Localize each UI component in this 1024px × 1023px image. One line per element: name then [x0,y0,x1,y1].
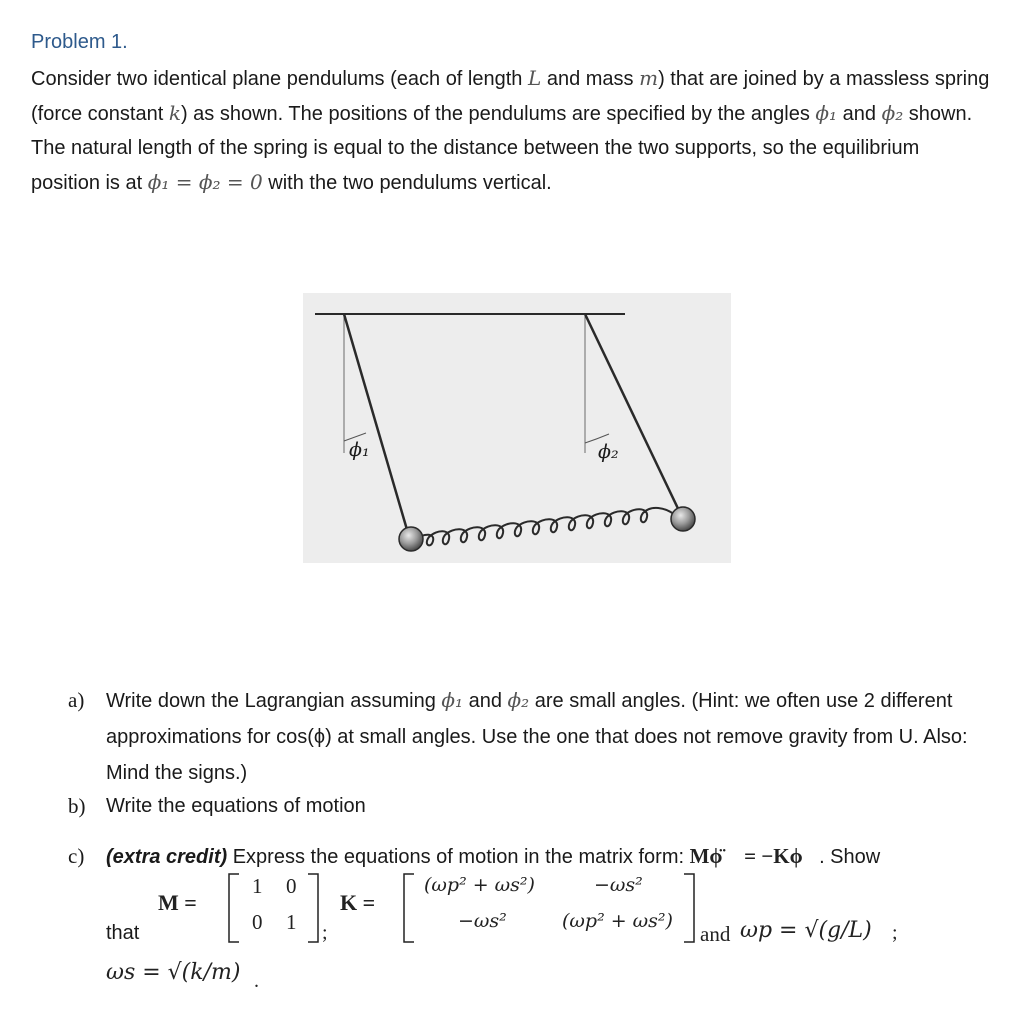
figure-label-phi2: ϕ₂ [598,441,619,463]
that-word: that [106,922,140,944]
m-entry-21: 0 [252,910,263,934]
m-lhs: M = [158,890,197,915]
k-lhs: K = [340,890,376,915]
omega-p-definition: ωp = √(g/L) [740,918,872,943]
problem-heading: Problem 1. [31,31,128,53]
phi1-symbol: ϕ₁ [815,101,838,125]
question-c-label: c) [68,844,85,868]
m-entry-12: 0 [286,874,297,898]
equilibrium-equation: ϕ₁ = ϕ₂ = 0 [147,170,263,194]
k-right-bracket [680,872,700,944]
k-entry-21: −ωs² [458,910,507,932]
m-entry-22: 1 [286,910,297,934]
spring-constant-symbol: k [168,101,181,125]
figure-label-phi1: ϕ₁ [349,439,370,461]
pendulum-bob-2 [671,507,695,531]
m-right-bracket [304,872,324,944]
mass-symbol: m [639,66,659,90]
length-symbol: L [527,66,542,90]
omega-s-definition: ωs = √(k/m) [106,960,241,985]
extra-credit-tag: (extra credit) [106,846,228,868]
and-word: and [700,922,731,946]
k-entry-22: (ωp² + ωs²) [562,910,673,932]
m-semicolon: ; [322,922,328,944]
question-b-label: b) [68,794,86,818]
problem-statement: Consider two identical plane pendulums (each of length L and mass m) that are joined by a massless spring (force constant k) as shown. The positions of the pendulums are specified by the angles ϕ₁ and ϕ₂ shown. The natural length of the spring is equal to the distance between the two supports, so the equilibrium position is at ϕ₁ = ϕ₂ = 0 with the two pendulums vertical. [31,66,990,194]
matrix-equation: Mϕ̈⃗ = −Kϕ⃗ [689,844,820,868]
m-left-bracket [225,872,245,944]
figure-background [303,293,731,563]
phi2-symbol: ϕ₂ [881,101,904,125]
final-period: . [254,970,259,992]
k-entry-11: (ωp² + ωs²) [424,874,535,896]
k-left-bracket [400,872,420,944]
m-entry-11: 1 [252,874,263,898]
k-entry-12: −ωs² [594,874,643,896]
coupled-pendulum-figure [303,293,731,563]
pendulum-bob-1 [399,527,423,551]
question-a-label: a) [68,688,85,712]
semicolon-2: ; [892,922,898,944]
